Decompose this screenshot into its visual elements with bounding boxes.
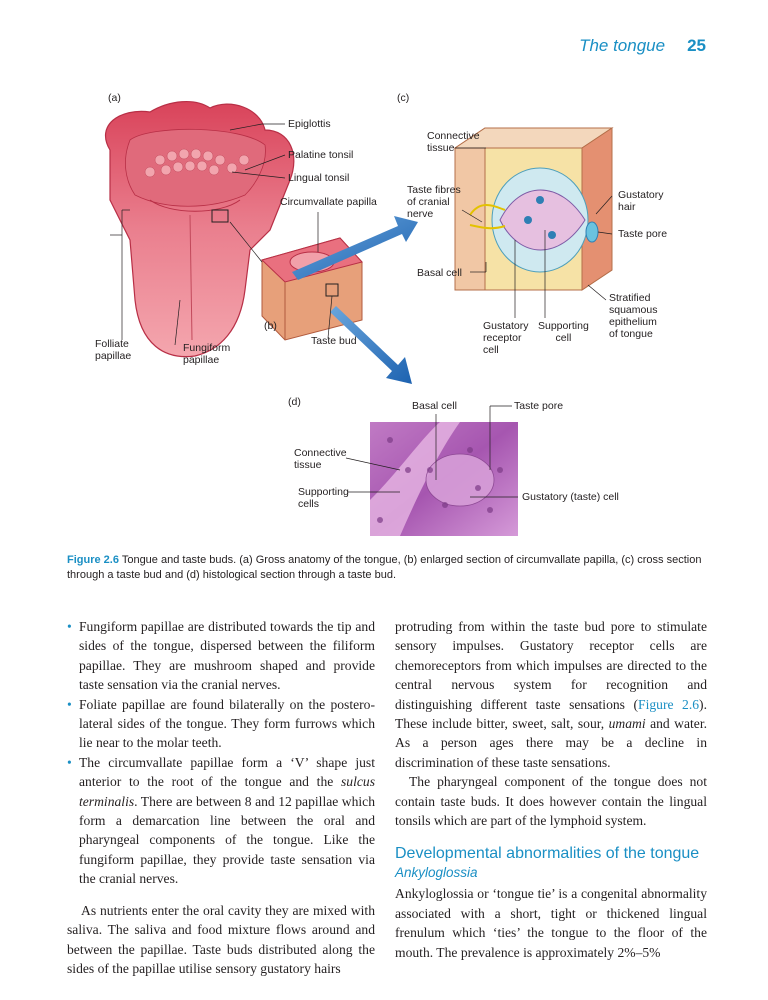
bullet-icon: • <box>67 696 72 712</box>
list-item <box>67 617 375 695</box>
label-stratified-epithelium: Stratified squamous epithelium of tongue <box>609 292 658 340</box>
label-fungiform-papillae: Fungiform papillae <box>183 342 231 366</box>
label-gustatory-hair: Gustatory hair <box>618 189 664 213</box>
label-gustatory-cell: Gustatory (taste) cell <box>522 491 619 503</box>
papillae-list <box>67 617 375 889</box>
figure-caption <box>67 553 707 583</box>
page-number: 25 <box>687 36 706 55</box>
label-epiglottis: Epiglottis <box>288 118 331 130</box>
label-basal-cell-d: Basal cell <box>412 400 457 412</box>
body-paragraph: Ankyloglossia or ‘tongue tie’ is a congenital abnormality associated with a short, tight or thickened lingual frenulum which ‘ties’ the tongue to the floor of the mouth. The prevalence is approximately 2%–5% <box>395 886 707 960</box>
figure-cross-reference-link[interactable]: Figure 2.6 <box>638 696 700 712</box>
figure-caption-text: Tongue and taste buds. (a) Gross anatomy of the tongue, (b) enlarged section of circumvallate papilla, (c) cross section through a taste bud and (d) histological section through a taste bud. <box>67 554 702 581</box>
text-run: protruding from within the taste bud pore to stimulate sensory impulses. Gustatory receptor cells are chemoreceptors from which impulses are directed to the central nervous system for recognition and distinguishing different taste sensations ( <box>395 619 707 712</box>
label-taste-pore-c: Taste pore <box>618 228 668 240</box>
label-palatine-tonsil: Palatine tonsil <box>288 149 354 161</box>
section-heading: Developmental abnormalities of the tongue <box>395 845 700 863</box>
label-taste-fibres: Taste fibres of cranial nerve <box>407 184 461 220</box>
label-circumvallate-papilla: Circumvallate papilla <box>280 196 377 208</box>
panel-label-b: (b) <box>264 320 277 332</box>
label-connective-tissue-d: Connective tissue <box>294 447 347 471</box>
bullet-text: . There are between 8 and 12 papillae which form a demarcation line between the oral and pharyngeal components of the tongue. Like the fungiform papillae, they provide taste sensation via the cranial nerves. <box>79 793 375 887</box>
bullet-text: Fungiform papillae are distributed towards the tip and sides of the tongue, dispersed between the filiform papillae. They are mushroom shaped and provide taste sensation via the cranial nerves. <box>79 619 375 693</box>
list-item <box>67 695 375 753</box>
body-paragraph: As nutrients enter the oral cavity they are mixed with saliva. The saliva and food mixture flows around and between the papillae. Taste buds distributed along the sides of the papillae utilise sensory gustatory hairs <box>67 902 375 976</box>
panel-label-c: (c) <box>397 92 410 104</box>
label-taste-bud: Taste bud <box>311 335 357 347</box>
bullet-text: Foliate papillae are found bilaterally on the postero-lateral sides of the tongue. They form furrows which lie near to the molar teeth. <box>79 696 375 751</box>
panel-label-d: (d) <box>288 396 301 408</box>
left-column <box>67 617 375 978</box>
bullet-italic-term: sulcus terminalis <box>79 774 375 809</box>
histology-section <box>370 422 518 536</box>
running-head-title: The tongue <box>579 36 666 55</box>
subsection-heading: Ankyloglossia <box>395 865 478 881</box>
bullet-text: The circumvallate papillae form a ‘V’ shape just anterior to the root of the tongue and the <box>79 754 375 790</box>
label-supporting-cell: Supporting cell <box>538 320 589 344</box>
label-lingual-tonsil: Lingual tonsil <box>288 172 350 184</box>
label-taste-pore-d: Taste pore <box>514 400 564 412</box>
figure-caption-label: Figure 2.6 <box>67 554 119 566</box>
list-item <box>67 753 375 889</box>
label-connective-tissue-c: Connective tissue <box>427 130 480 154</box>
body-paragraph <box>395 617 707 772</box>
body-paragraph: The pharyngeal component of the tongue does not contain taste buds. It does however contain the lingual tonsils which are part of the lymphoid system. <box>395 774 707 829</box>
bullet-icon: • <box>67 619 72 634</box>
label-folliate-papillae: Folliate papillae <box>95 338 132 362</box>
text-run: ). These include bitter, sweet, salt, sour, <box>395 696 707 732</box>
label-gustatory-receptor-cell: Gustatory receptor cell <box>483 320 529 356</box>
bullet-icon: • <box>67 754 72 770</box>
right-column <box>395 617 707 962</box>
panel-label-a: (a) <box>108 92 121 104</box>
text-run: and water. As a person ages there may be a decline in discrimination of these taste sensations. <box>395 716 707 770</box>
italic-term: umami <box>608 716 646 732</box>
label-basal-cell-c: Basal cell <box>417 267 462 279</box>
label-supporting-cells: Supporting cells <box>298 486 349 510</box>
